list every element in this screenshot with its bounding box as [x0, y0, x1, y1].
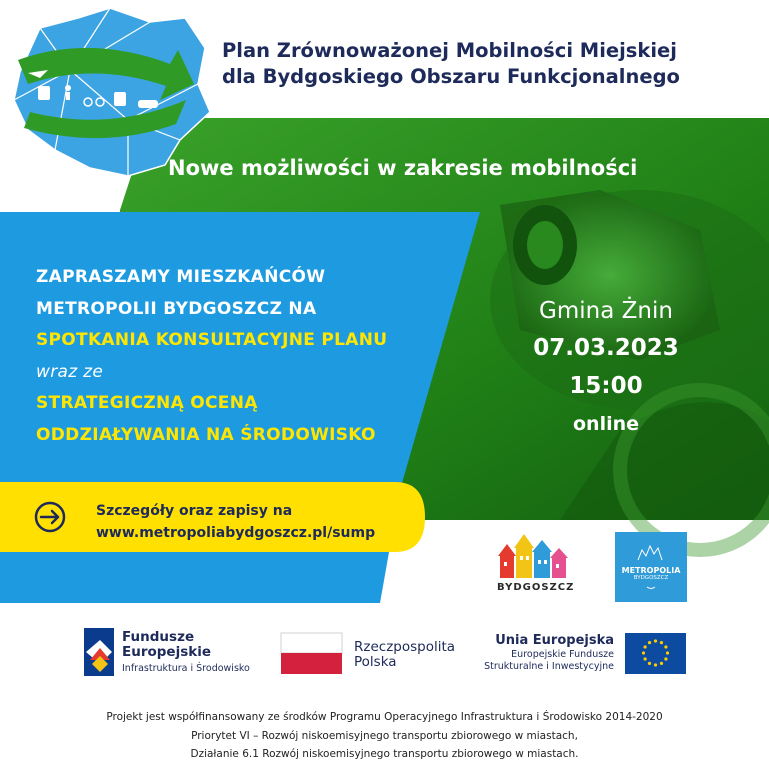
footer-line3: Działanie 6.1 Rozwój niskoemisyjnego transportu zbiorowego w miastach.	[190, 748, 579, 760]
invitation-text	[36, 262, 476, 451]
cta-line1: Szczegóły oraz zapisy na	[96, 503, 293, 519]
invite-line6: ODDZIAŁYWANIA NA ŚRODOWISKO	[36, 424, 376, 445]
invite-line1: ZAPRASZAMY MIESZKAŃCÓW	[36, 267, 326, 287]
rzeczpospolita-text	[354, 640, 455, 670]
event-time: 15:00	[569, 373, 643, 399]
polish-flag	[281, 633, 342, 674]
footer-line1: Projekt jest współfinansowany ze środków Programu Operacyjnego Infrastruktura i Środowisko 2014-2020	[106, 711, 663, 723]
invite-line5: STRATEGICZNĄ OCENĄ	[36, 393, 258, 413]
eu-flag	[625, 633, 686, 674]
metropolia-logo-subtitle: BYDGOSZCZ	[633, 575, 669, 581]
cta-link[interactable]: www.metropoliabydgoszcz.pl/sump	[96, 525, 376, 541]
bydgoszcz-logo	[498, 534, 568, 578]
footer-line2: Priorytet VI – Rozwój niskoemisyjnego transportu zbiorowego w miastach,	[191, 729, 578, 742]
metropolia-logo-title: METROPOLIA	[621, 566, 681, 575]
header-title-line2: dla Bydgoskiego Obszaru Funkcjonalnego	[222, 65, 680, 88]
ue-line2: Europejskie Fundusze	[511, 649, 614, 660]
bydgoszcz-logo-text: BYDGOSZCZ	[497, 582, 575, 593]
cta-text[interactable]	[96, 500, 375, 544]
fe-line2: Europejskie	[122, 644, 212, 660]
invite-line4: wraz ze	[36, 361, 104, 382]
ue-line1: Unia Europejska	[495, 633, 614, 648]
event-mode: online	[572, 413, 640, 435]
rp-line2: Polska	[354, 654, 397, 670]
header-title-line1: Plan Zrównoważonej Mobilności Miejskiej	[222, 39, 677, 62]
fe-line3: Infrastruktura i Środowisko	[122, 663, 250, 674]
event-place: Gmina Żnin	[539, 298, 673, 324]
footer	[30, 708, 739, 764]
unia-europejska-text	[480, 633, 614, 673]
rp-line1: Rzeczpospolita	[354, 639, 456, 655]
invite-line3: SPOTKANIA KONSULTACYJNE PLANU	[36, 330, 388, 350]
fundusze-europejskie-text	[122, 630, 250, 676]
invite-line2: METROPOLII BYDGOSZCZ NA	[36, 298, 317, 319]
event-details	[500, 294, 712, 444]
fe-line1: Fundusze	[122, 629, 195, 645]
ue-line3: Strukturalne i Inwestycyjne	[484, 661, 614, 672]
event-date: 07.03.2023	[533, 335, 679, 361]
subtitle: Nowe możliwości w zakresie mobilności	[168, 156, 638, 180]
fundusze-europejskie-logo	[84, 628, 114, 676]
header-title	[222, 38, 762, 90]
